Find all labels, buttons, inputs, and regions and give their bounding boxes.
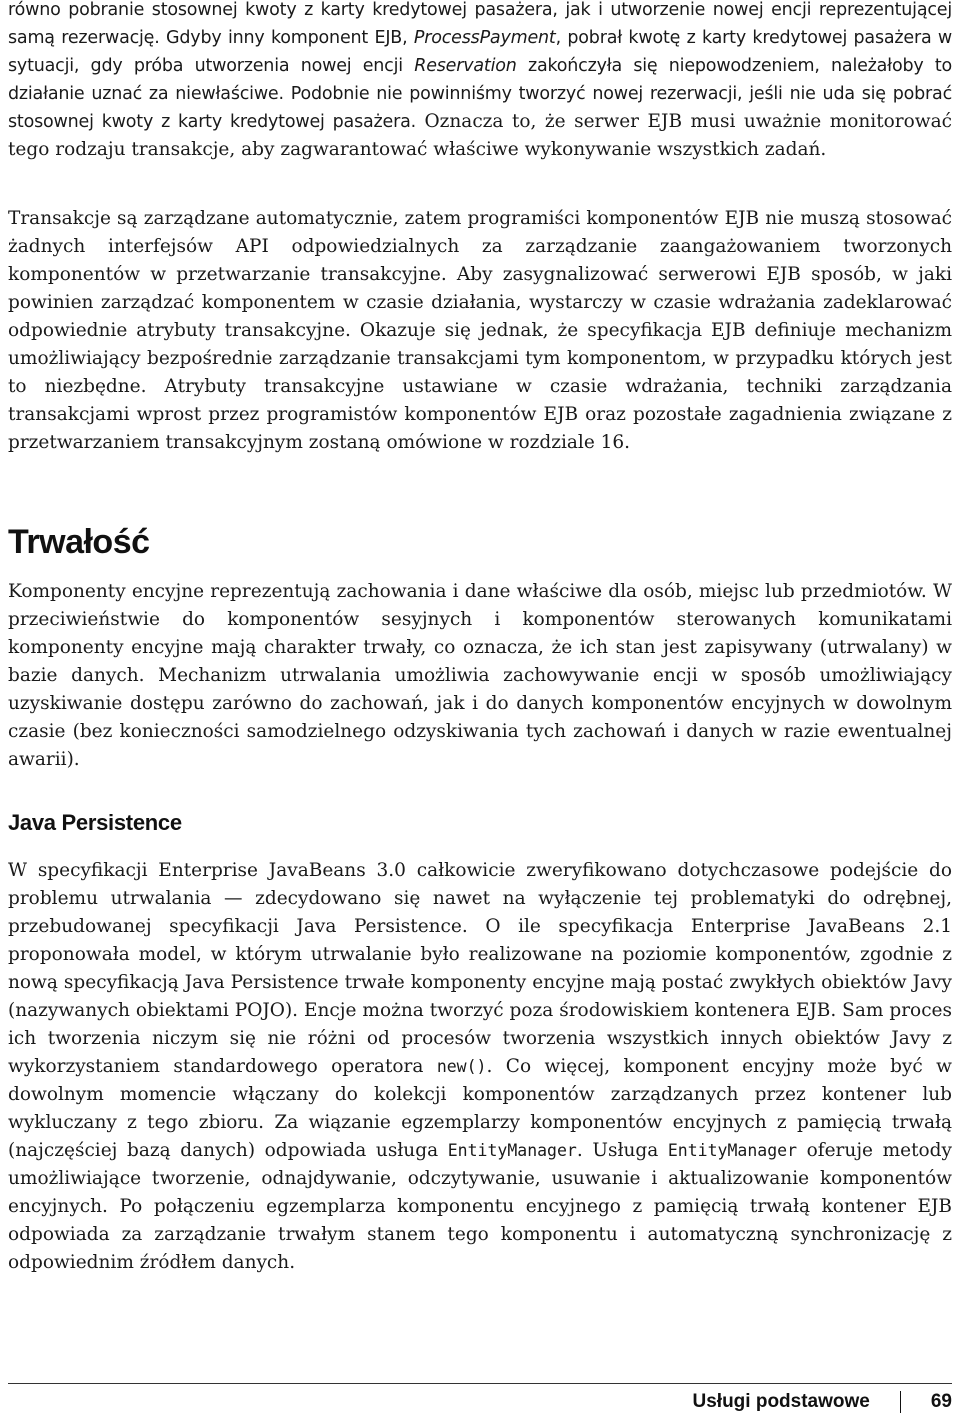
code-entity-manager: EntityManager	[667, 1141, 797, 1160]
term-process-payment: ProcessPayment	[413, 28, 556, 48]
paragraph-transactions-automatic: Transakcje są zarządzane automatycznie, zatem programiści komponentów EJB nie muszą stosować żadnych interfejsów API odpowiedzialnych za zarządzanie zaangażowaniem tworzonych komponentów w przetwarzanie transakcyjne. Aby zasygnalizować serwerowi EJB sposób, w jaki powinien zarządzać komponentem w czasie działania, wystarczy w czasie wdrażania zadeklarować odpowiednie atrybuty transakcyjne. Okazuje się jednak, że specyfikacja EJB definiuje mechanizm umożliwiający bezpośrednie zarządzanie transakcjami tym komponentom, w przypadku których jest to niezbędne. Atrybuty transakcyjne ustawiane w czasie wdrażania, techniki zarządzania transakcjami wprost przez programistów komponentów EJB oraz pozostałe zagadnienia związane z przetwarzaniem transakcyjnym zostaną omówione w rozdziale 16.	[8, 208, 952, 453]
paragraph-text: . Usługa	[576, 1140, 668, 1161]
paragraph-text: Podobnie nie powinniśmy tworzyć nowej rezerwacji, jeśli nie uda się pobrać stosownej kwoty z karty kredytowej pasażera.	[8, 84, 952, 132]
footer-separator	[900, 1391, 901, 1413]
paragraph-text: W specyfikacji Enterprise JavaBeans 3.0 całkowicie zweryfikowano dotychczasowe podejście do problemu utrwalania — zdecydowano się nawet na wyłączenie tej problematyki do odrębnej, przebudowanej specyfikacji Java Persistence. O ile specyfikacja Enterprise JavaBeans 2.1 proponowała model, w którym utrwalanie było realizowane na poziomie komponentów, zgodnie z nową specyfikacją Java Persistence trwałe komponenty encyjne mają postać zwykłych obiektów Javy (nazywanych obiektami POJO). Encje można tworzyć poza środowiskiem kontenera EJB. Sam proces ich tworzenia niczym się nie różni od procesów tworzenia wszystkich innych obiektów Javy z wykorzystaniem standardowego operatora	[8, 860, 952, 1077]
section-title: Trwałość	[8, 523, 150, 561]
page-number: 69	[930, 1391, 952, 1412]
subsection-title: Java Persistence	[8, 810, 182, 835]
page-footer	[693, 1391, 953, 1413]
paragraph-text: , pobrał kwotę z karty kredytowej pasażera w sytuacji, gdy próba utworzenia nowej encji	[8, 28, 953, 76]
paragraph-text: Oznacza to, że serwer EJB musi uważnie monitorować tego rodzaju transakcje, aby zagwarantować właściwe wykonywanie wszystkich zadań.	[8, 111, 952, 160]
paragraph-text: oferuje metody umożliwiające tworzenie, odnajdywanie, odczytywanie, usuwanie i aktualizowanie komponentów encyjnych. Po połączeniu egzemplarza komponentu encyjnego z pamięcią trwałą kontener EJB odpowiada za zarządzanie trwałym stanem tego komponentu i automatyczną synchronizację z odpowiednim źródłem danych.	[8, 1140, 952, 1273]
running-title: Usługi podstawowe	[692, 1391, 870, 1412]
paragraph-transactions-example	[8, 0, 952, 164]
paragraph-text: zakończyła się niepowodzeniem, należałoby to działanie uznać za niewłaściwe.	[8, 56, 952, 104]
code-entity-manager: EntityManager	[447, 1141, 577, 1160]
paragraph-text: . Co więcej, komponent encyjny może być w dowolnym momencie włączany do kolekcji komponentów zarządzanych przez kontener lub wykluczany z tego zbioru. Za wiązanie egzemplarzy komponentów encyjnych z pamięcią trwałą (najczęściej bazą danych) odpowiada usługa	[8, 1056, 952, 1161]
term-reservation: Reservation	[414, 56, 517, 76]
footer-rule	[8, 1383, 952, 1384]
paragraph-text: równo pobranie stosownej kwoty z karty kredytowej pasażera, jak i utworzenie nowej encji reprezentującej samą rezerwację. Gdyby inny komponent EJB,	[8, 0, 952, 48]
code-new-operator: new()	[436, 1057, 487, 1076]
paragraph-persistence: Komponenty encyjne reprezentują zachowania i dane właściwe dla osób, miejsc lub przedmiotów. W przeciwieństwie do komponentów sesyjnych i komponentów sterowanych komunikatami komponenty encyjne mają charakter trwały, co oznacza, że ich stan jest zapisywany (utrwalany) w bazie danych. Mechanizm utrwalania umożliwia zachowywanie encji w sposób umożliwiający uzyskiwanie dostępu zarówno do zachowań, jak i do danych komponentów encyjnych w dowolnym czasie (bez konieczności samodzielnego odzyskiwania tych zachowań i danych w razie ewentualnej awarii).	[8, 581, 952, 770]
paragraph-java-persistence	[8, 857, 952, 1277]
